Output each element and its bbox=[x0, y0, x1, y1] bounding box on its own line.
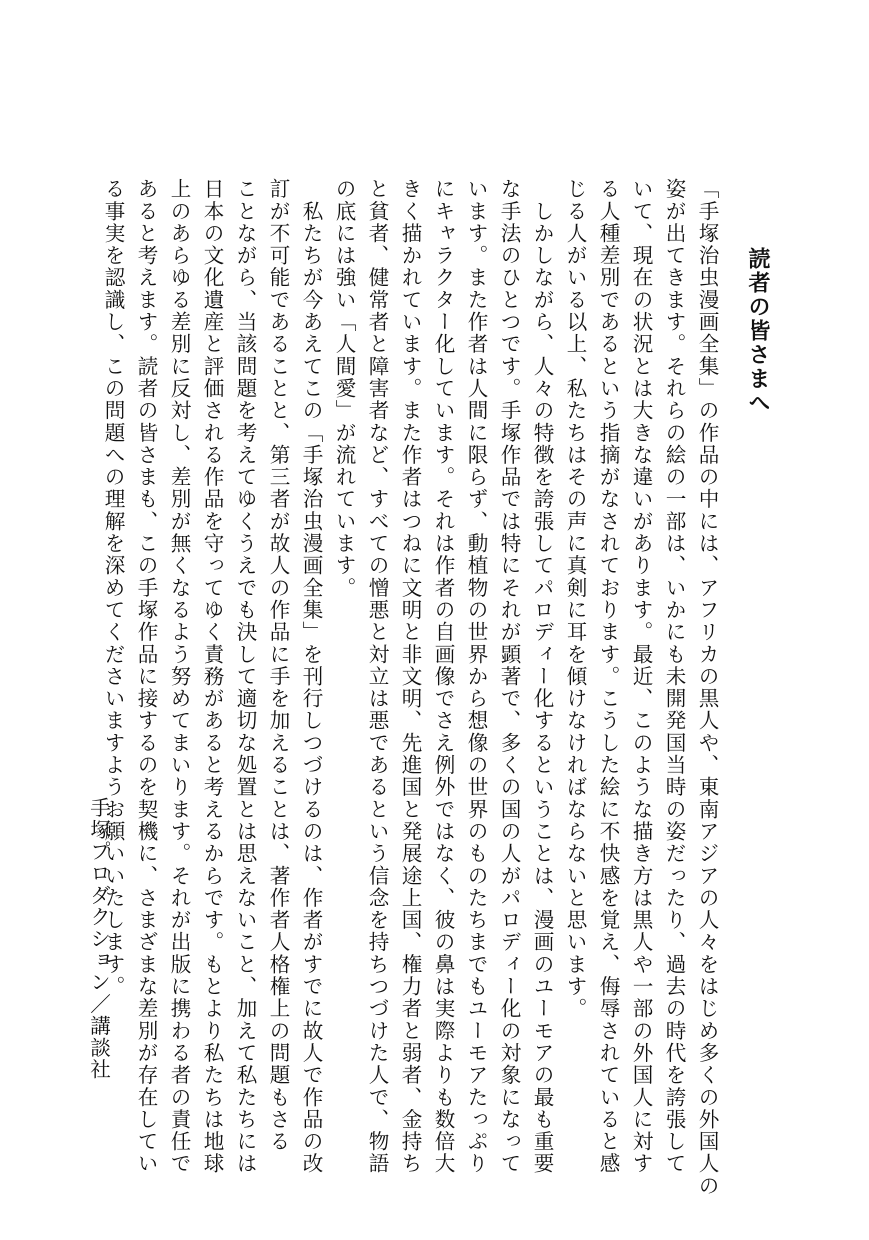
body-line-19: る事実を認識し、この問題への理解を深めてくださいますようお願いいたします。 bbox=[101, 178, 125, 998]
body-line-18: あると考えます。読者の皆さまも、この手塚作品に接するのを契機に、さまざまな差別が存在してい bbox=[134, 178, 158, 1175]
body-line-16: 日本の文化遺産と評価される作品を守ってゆく責務があると考えるからです。もとより私たちは地球 bbox=[200, 178, 224, 1175]
body-line-6: しかしながら、人々の特徴を誇張してパロディー化するということは、漫画のユーモアの最も重要 bbox=[530, 178, 554, 1175]
body-line-12: の底には強い「人間愛」が流れています。 bbox=[332, 178, 356, 599]
publisher-signature: 手塚プロダクション／講談社 bbox=[86, 797, 111, 1081]
body-line-14: 訂が不可能であることと、第三者が故人の作品に手を加えることは、著作者人格権上の問題もさる bbox=[266, 178, 290, 1153]
body-line-4: る人種差別であるという指摘がなされております。こうした絵に不快感を覚え、侮辱されていると感 bbox=[596, 178, 620, 1175]
body-line-11: と貧者、健常者と障害者など、すべての憎悪と対立は悪であるという信念を持ちつづけた人で、物語 bbox=[365, 178, 389, 1175]
body-line-15: ことながら、当該問題を考えてゆくうえでも決して適切な処置とは思えないこと、加えて私たちには bbox=[233, 178, 257, 1175]
body-line-5: じる人がいる以上、私たちはその声に真剣に耳を傾けなければならないと思います。 bbox=[563, 178, 587, 1020]
body-line-9: にキャラクター化しています。それは作者の自画像でさえ例外ではなく、彼の鼻は実際よりも数倍大 bbox=[431, 178, 455, 1175]
body-line-7: な手法のひとつです。手塚作品では特にそれが顕著で、多くの国の人がパロディー化の対象になって bbox=[497, 178, 521, 1175]
body-line-1: 「手塚治虫漫画全集」の作品の中には、アフリカの黒人や、東南アジアの人々をはじめ多くの外国人の bbox=[695, 178, 719, 1197]
body-line-3: いて、現在の状況とは大きな違いがあります。最近、このような描き方は黒人や一部の外国人に対す bbox=[629, 178, 653, 1175]
notice-title: 読者の皆さまへ bbox=[745, 247, 771, 415]
body-line-17: 上のあらゆる差別に反対し、差別が無くなるよう努めてまいります。それが出版に携わる者の責任で bbox=[167, 178, 191, 1175]
body-line-2: 姿が出てきます。それらの絵の一部は、いかにも未開発国当時の姿だったり、過去の時代を誇張して bbox=[662, 178, 686, 1175]
body-line-13: 私たちが今あえてこの「手塚治虫漫画全集」を刊行しつづけるのは、作者がすでに故人で作品の改 bbox=[299, 178, 323, 1175]
body-line-8: います。また作者は人間に限らず、動植物の世界から想像の世界のものたちまでもユーモアたっぷり bbox=[464, 178, 488, 1175]
body-line-10: きく描かれています。また作者はつねに文明と非文明、先進国と発展途上国、権力者と弱者、金持ち bbox=[398, 178, 422, 1175]
